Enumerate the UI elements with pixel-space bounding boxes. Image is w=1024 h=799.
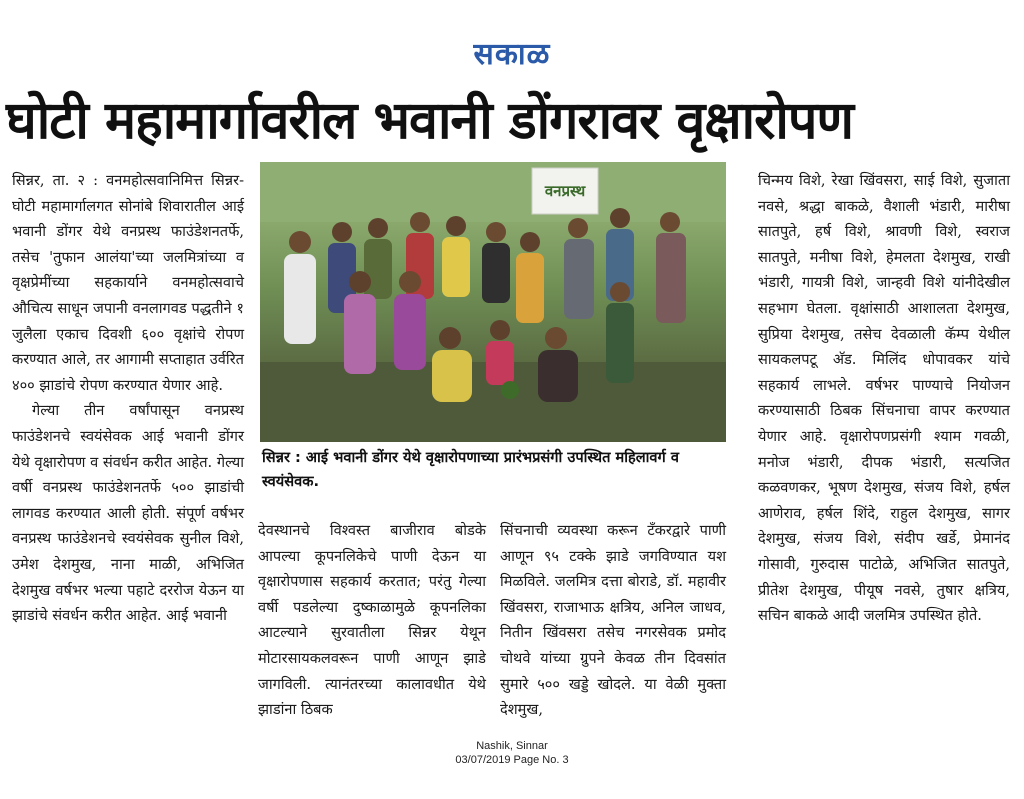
article-paragraph: गेल्या तीन वर्षांपासून वनप्रस्थ फाउंडेशनचे स्वयंसेवक आई भवानी डोंगर येथे वृक्षारोपण व संवर्धन करीत आहेत. गेल्या वर्षी वनप्रस्थ फाउंडेशनतर्फे ५०० झाडांची लागवड करण्यात आली होती. संपूर्ण वर्षभर वनप्रस्थ फाउंडेशनचे स्वयंसेवक सुनील विशे, उमेश देशमुख, नाना माळी, अभिजित देशमुख वर्षभर भल्या पहाटे दररोज येऊन या झाडांचे संवर्धन करीत आहेत. आई भवानी [12, 402, 244, 625]
footer-edition: Nashik, Sinnar [476, 740, 548, 752]
article-paragraph: सिन्नर, ता. २ : वनमहोत्सवानिमित्त सिन्नर-घोटी महामार्गालगत सोनांबे शिवारातील आई भवानी डोंगर येथे वनप्रस्थ फाउंडेशनतर्फे, तसेच 'तुफान आलंया'च्या जलमित्रांच्या व वृक्षप्रेमींच्या सहकार्याने वनमहोत्सवाचे औचित्य साधून जपानी वनलागवड पद्धतीने १ जुलैला एकाच दिवशी ६०० वृक्षांचे रोपण करण्यात आले, तर आगामी सप्ताहात उर्वरित ४०० झाडांचे रोपण करण्यात येणार आहे. [12, 172, 244, 394]
footer-date-page: 03/07/2019 Page No. 3 [455, 754, 569, 766]
article-paragraph: सिंचनाची व्यवस्था करून टँकरद्वारे पाणी आणून ९५ टक्के झाडे जगविण्यात यश मिळविले. जलमित्र दत्ता बोराडे, डॉ. महावीर खिंवसरा, राजाभाऊ क्षत्रिय, अनिल जाधव, नितीन खिंवसरा तसेच नगरसेवक प्रमोद चोथवे यांच्या ग्रुपने केवळ तीन दिवसांत सुमारे ५०० खड्डे खोदले. या वेळी मुक्ता देशमुख, [500, 522, 726, 719]
article-paragraph: चिन्मय विशे, रेखा खिंवसरा, साई विशे, सुजाता नवसे, श्रद्धा बाकळे, वैशाली भंडारी, मारीषा सातपुते, हर्ष विशे, श्रावणी विशे, स्वराज सातपुते, मनीषा विशे, हेमलता देशमुख, राखी भंडारी, गायत्री विशे, जान्हवी विशे यांनीदेखील सहभाग घेतला. वृक्षांसाठी आशालता देशमुख, सुप्रिया देशमुख, तसेच देवळाली कॅम्प येथील सायकलपटू अ‍ॅड. मिलिंद धोपावकर यांचे सहकार्य लाभले. वर्षभर पाण्याचे नियोजन करण्यासाठी ठिबक सिंचनाचा वापर करण्यात येणार आहे. वृक्षारोपणप्रसंगी श्याम गवळी, मनोज भंडारी, दीपक भंडारी, सत्यजित कळवणकर, भूषण देशमुख, संजय विशे, हर्षल आणेराव, हर्षल शिंदे, राहुल देशमुख, सागर देशमुख, संजय विशे, संदीप खर्डे, प्रेमानंद गोसावी, गुरुदास पाटोळे, अभिजित सातपुते, प्रीतेश देशमुख, पीयूष नवसे, तुषार क्षत्रिय, सचिन बाकळे आदी जलमित्र उपस्थित होते. [758, 172, 1010, 625]
article-column-2 [258, 518, 486, 723]
sapling [501, 381, 519, 399]
photo-caption: सिन्नर : आई भवानी डोंगर येथे वृक्षारोपणाच्या प्रारंभप्रसंगी उपस्थित महिलावर्ग व स्वयंसेवक. [262, 449, 679, 490]
article-column-1 [12, 168, 244, 629]
article-headline: घोटी महामार्गावरील भवानी डोंगरावर वृक्षारोपण [6, 91, 853, 151]
hillside-background [260, 162, 726, 222]
banner-text: वनप्रस्थ [544, 182, 586, 200]
article-photo [260, 162, 726, 442]
article-column-3 [500, 518, 726, 723]
group-photo-illustration [260, 162, 726, 442]
article-paragraph: देवस्थानचे विश्वस्त बाजीराव बोडके आपल्या कूपनलिकेचे पाणी देऊन या वृक्षारोपणास सहकार्य करतात; परंतु गेल्या वर्षी पडलेल्या दुष्काळामुळे कूपनलिका आटल्याने सुरवातीला सिन्नर येथून मोटारसायकलवरून पाणी आणून झाडे जागविली. त्यानंतरच्या कालावधीत येथे झाडांना ठिबक [258, 522, 486, 719]
article-column-4 [758, 168, 1010, 629]
newspaper-masthead: सकाळ [473, 37, 551, 72]
